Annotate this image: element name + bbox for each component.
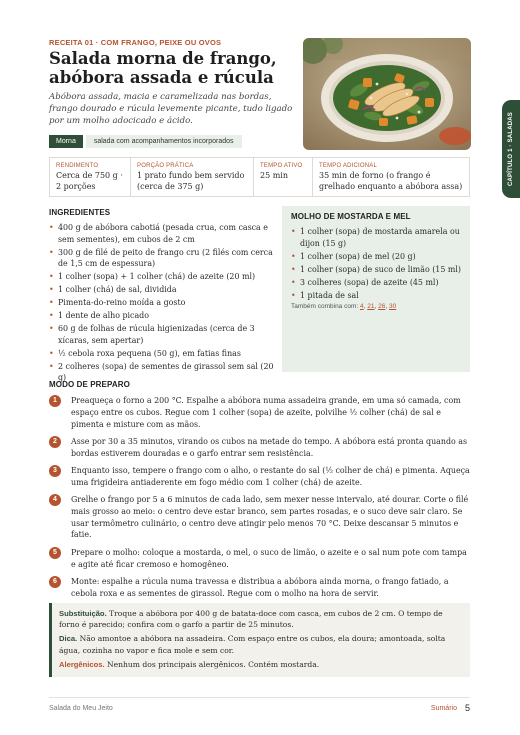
sauce-item: • 3 colheres (sopa) de azeite (45 ml) [291,277,461,289]
step-number-badge: 1 [49,395,61,407]
info-cell-active-time [254,158,313,196]
table-of-contents-link[interactable]: Sumário [430,704,457,712]
chapter-side-tab[interactable] [502,100,520,198]
step-number-badge: 5 [49,547,61,559]
info-label: TEMPO ADICIONAL [319,163,378,169]
step-number-badge: 6 [49,576,61,588]
note-text: Não amontoe a abóbora na assadeira. Com espaço entre os cubos, ela doura; amontoada, solta água, cozinha no vapor e fica mole e sem cor. [59,634,446,655]
sauce-item: • 1 colher (sopa) de mostarda amarela ou dijon (15 g) [291,226,461,249]
info-value: 25 min [260,171,289,180]
info-cell-extra-time [313,158,469,196]
page-number: 5 [464,703,470,713]
note-substitution [59,608,463,630]
recipe-photo [303,38,471,150]
sauce-title: MOLHO DE MOSTARDA E MEL [291,212,411,221]
recipe-title: Salada morna de frango, abóbora assada e rúcula [49,49,277,87]
notes-box [49,603,470,677]
also-combines-label: Também combina com: [291,302,359,310]
recipe-link-30[interactable]: 30 [388,302,397,310]
info-cell-portion [131,158,254,196]
sauce-box [282,206,470,372]
style-tag: salada com acompanhamentos incorporados [86,135,242,148]
method-step [49,494,473,541]
method-step [49,576,473,600]
step-text: Prepare o molho: coloque a mostarda, o mel, o suco de limão, o azeite e o sal num pote com tampa e agite até ficar cremoso e homogêneo. [71,547,467,569]
ingredient-item: • 1 colher (sopa) + 1 colher (chá) de azeite (20 ml) [49,271,277,283]
ingredient-item: • 1 dente de alho picado [49,310,277,322]
step-text: Monte: espalhe a rúcula numa travessa e distribua a abóbora ainda morna, o frango fatiado, a cebola roxa e as sementes de girassol. Regue com o molho na hora de servir. [71,576,449,598]
info-label: TEMPO ATIVO [260,163,303,169]
method-steps [49,395,473,599]
step-text: Grelhe o frango por 5 a 6 minutos de cada lado, sem mexer nesse intervalo, até dourar. Corte o filé mais grosso ao meio: o centro deve estar branco, sem partes rosadas, e o suco deve sair claro. Se usar termômetro culinário, o centro deve atingir pelo menos 70 °C. Deixe descansar 5 minutos e fatie. [71,495,469,540]
info-cell-yield [50,158,131,196]
tag-row [49,135,242,148]
step-number-badge: 2 [49,436,61,448]
recipe-link-4[interactable]: 4 [360,302,364,310]
footer-divider [49,697,470,698]
step-text: Enquanto isso, tempere o frango com o alho, o restante do sal (½ colher de chá) e pimenta. Aqueça uma frigideira antiaderente em fogo médio com 1 colher (chá) de azeite. [71,465,470,487]
note-tip [59,633,463,655]
recipe-subtitle: Abóbora assada, macia e caramelizada nas bordas, frango dourado e rúcula levemente picante, tudo ligado por um molho adocicado e ácido. [49,92,293,126]
ingredient-item: • 400 g de abóbora cabotiá (pesada crua, com casca e sem sementes), em cubos de 2 cm [49,222,277,245]
step-number-badge: 4 [49,494,61,506]
note-allergens [59,659,463,670]
ingredients-list [49,222,277,384]
method-title: MODO DE PREPARO [49,380,130,389]
method-step [49,465,473,489]
temperature-tag: Morna [49,135,83,148]
note-label: Dica. [59,634,78,644]
ingredient-item: • ½ cebola roxa pequena (50 g), em fatias finas [49,348,277,360]
info-value: 1 prato fundo bem servido (cerca de 375 g) [137,171,245,191]
ingredient-item: • 1 colher (chá) de sal, dividida [49,284,277,296]
recipe-info-table [49,157,470,197]
method-step [49,547,473,571]
note-label: Substituição. [59,609,107,618]
ingredient-item: • Pimenta-do-reino moída a gosto [49,297,277,309]
sauce-item: • 1 colher (sopa) de mel (20 g) [291,251,461,263]
ingredient-item: • 60 g de folhas de rúcula higienizadas (cerca de 3 xícaras, sem apertar) [49,323,277,346]
method-step [49,436,473,460]
step-text: Asse por 30 a 35 minutos, virando os cubos na metade do tempo. A abóbora está pronta quando as bordas estiverem douradas e o garfo entrar sem resistência. [71,436,468,458]
method-section [49,380,473,605]
info-value: 35 min de forno (o frango é grelhado enquanto a abóbora assa) [319,171,463,191]
note-text: Nenhum dos principais alergênicos. Contém mostarda. [104,659,320,669]
footer-book-title: Salada do Meu Jeito [49,705,113,712]
note-text: Troque a abóbora por 400 g de batata-doce com casca, em cubos de 2 cm. O tempo de forno é parecido; confira com o garfo a partir de 25 minutos. [59,609,443,630]
footer-right [431,703,470,713]
recipe-link-21[interactable]: 21 [367,302,375,310]
salad-bowl-illustration [303,38,471,150]
step-text: Preaqueça o forno a 200 °C. Espalhe a abóbora numa assadeira grande, em uma só camada, com espaço entre os cubos. Regue com 1 colher (sopa) de azeite, polvilhe ½ colher (chá) de sal e pimenta e misture com as mãos. [71,396,461,429]
sauce-item: • 1 colher (sopa) de suco de limão (15 ml) [291,264,461,276]
info-label: PORÇÃO PRÁTICA [137,163,194,169]
ingredient-item: • 2 colheres (sopa) de sementes de girassol sem sal (20 g) [49,361,277,384]
info-value: Cerca de 750 g · 2 porções [56,171,123,191]
note-label: Alergênicos. [59,659,105,669]
recipe-link-26[interactable]: 26 [378,302,386,310]
ingredient-item: • 300 g de filé de peito de frango cru (2 filés com cerca de 1,5 cm de espessura) [49,247,277,270]
ingredients-title: INGREDIENTES [49,208,111,217]
info-label: RENDIMENTO [56,163,99,169]
method-step [49,395,473,430]
sauce-item: • 1 pitada de sal [291,290,461,302]
sauce-list [291,226,461,301]
step-number-badge: 3 [49,465,61,477]
ingredients-section [49,208,277,385]
also-combines-with: Também combina com: 4, 21, 26, 30 [291,302,397,310]
chapter-side-tab-label: CAPÍTULO 1 · SALADAS [508,111,514,187]
recipe-kicker: RECEITA 01 · COM FRANGO, PEIXE OU OVOS [49,38,222,47]
